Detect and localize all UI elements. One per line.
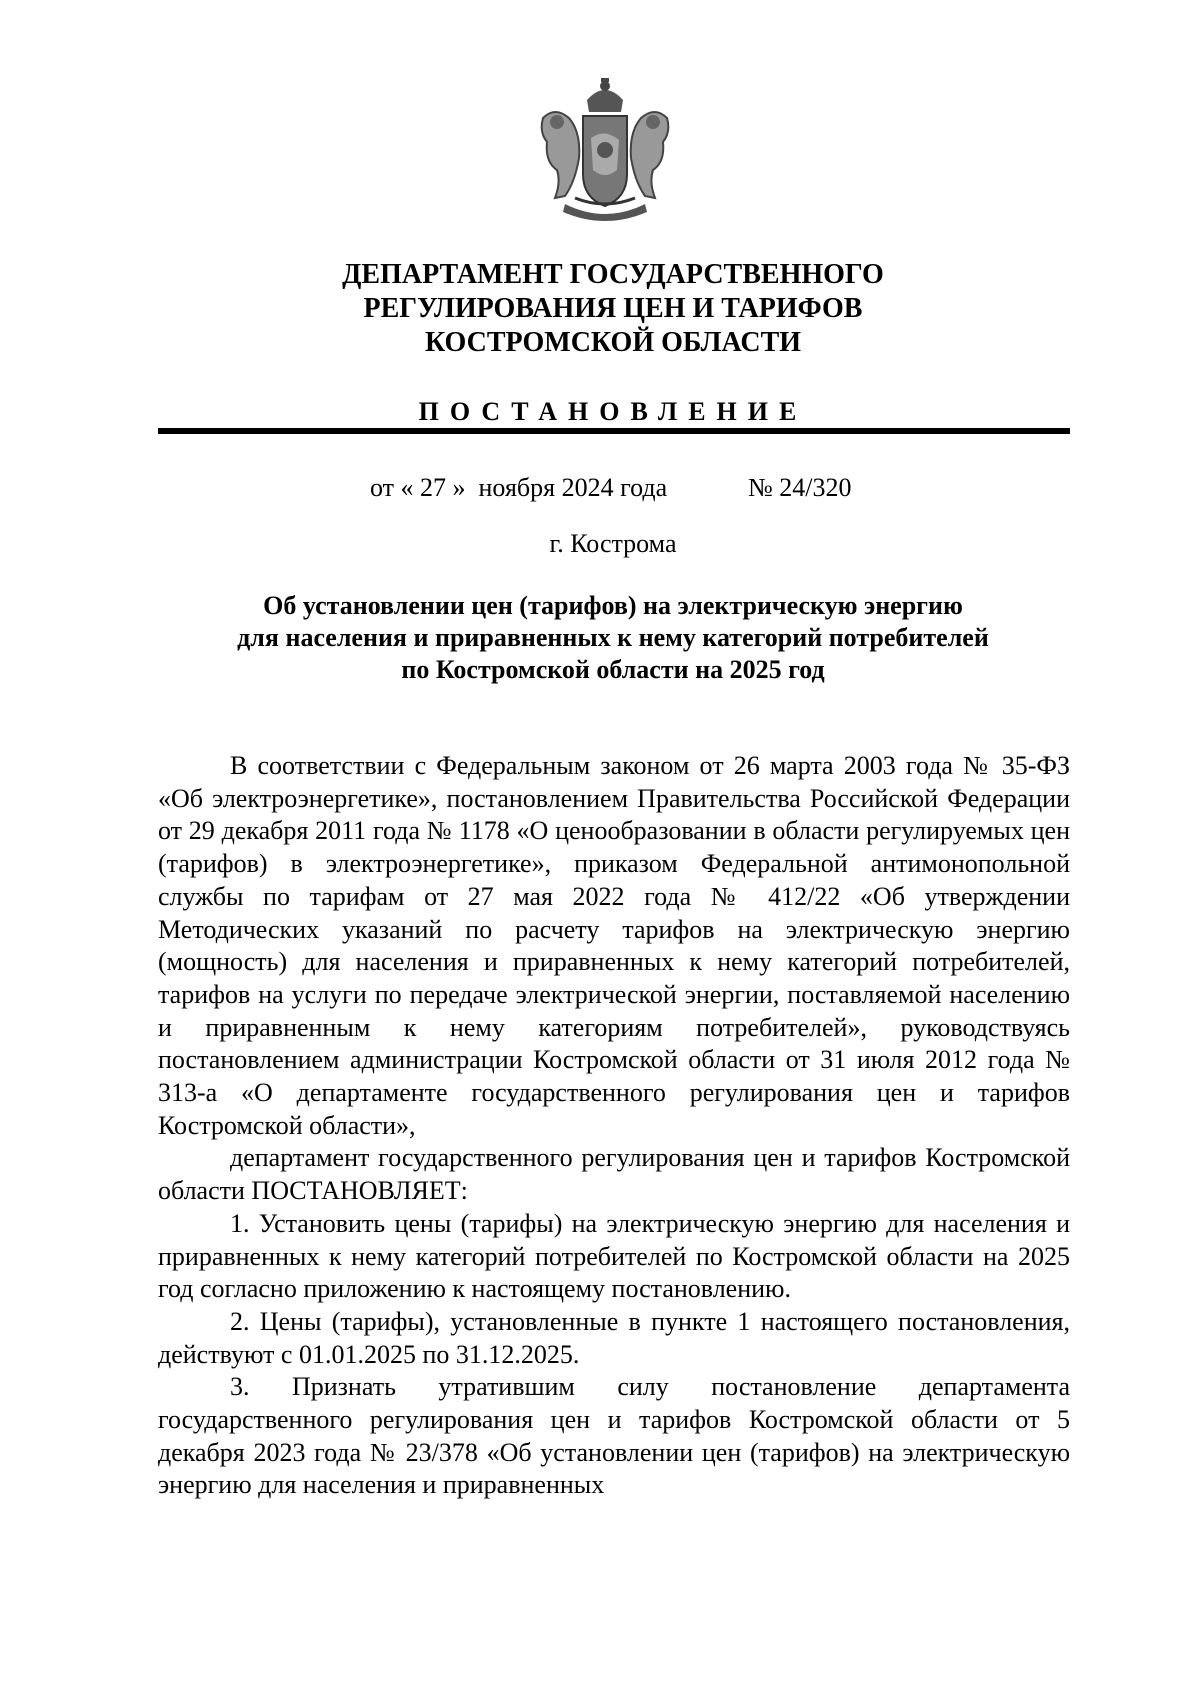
resolves-paragraph: департамент государственного регулирования цен и тарифов Костромской области ПОСТАНОВЛЯЕТ: [158, 1143, 1070, 1206]
organization-name [150, 258, 1076, 360]
item-1-paragraph: 1. Установить цены (тарифы) на электрическую энергию для населения и приравненных к нему категорий потребителей по Костромской области на 2025 год согласно приложению к настоящему постановлению. [158, 1208, 1070, 1304]
item-3-paragraph: 3. Признать утратившим силу постановление департамента государственного регулирования цен и тарифов Костромской области от 5 декабря 2023 года № 23/378 «Об установлении цен (тарифов) на электрическую энергию для населения и приравненных [158, 1372, 1070, 1500]
org-line: ДЕПАРТАМЕНТ ГОСУДАРСТВЕННОГО [342, 259, 884, 290]
title-line: для населения и приравненных к нему категорий потребителей [237, 623, 989, 652]
document-type: ПОСТАНОВЛЕНИЕ [418, 397, 808, 426]
document-number: № 24/320 [748, 473, 852, 502]
org-line: РЕГУЛИРОВАНИЯ ЦЕН И ТАРИФОВ [363, 293, 863, 324]
document-city: г. Кострома [549, 529, 677, 558]
document-body [158, 750, 1070, 1502]
coat-of-arms-kostroma-icon [535, 78, 675, 228]
item-2-paragraph: 2. Цены (тарифы), установленные в пункте 1 настоящего постановления, действуют с 01.01.2025 по 31.12.2025. [158, 1306, 1070, 1369]
document-title [150, 590, 1076, 686]
title-line: по Костромской области на 2025 год [401, 655, 825, 684]
org-line: КОСТРОМСКОЙ ОБЛАСТИ [424, 327, 802, 358]
document-date: от « 27 » ноября 2024 года [370, 473, 668, 502]
title-line: Об установлении цен (тарифов) на электрическую энергию [263, 591, 963, 620]
preamble-paragraph: В соответствии с Федеральным законом от 26 марта 2003 года № 35-ФЗ «Об электроэнергетике», постановлением Правительства Российской Федерации от 29 декабря 2011 года № 1178 «О ценообразовании в области регулируемых цен (тарифов) в электроэнергетике», приказом Федеральной антимонопольной службы по тарифам от 27 мая 2022 года № 412/22 «Об утверждении Методических указаний по расчету тарифов на электрическую энергию (мощность) для населения и приравненных к нему категорий потребителей, тарифов на услуги по передаче электрической энергии, поставляемой населению и приравненным к нему категориям потребителей», руководствуясь постановлением администрации Костромской области от 31 июля 2012 года № 313-а «О департаменте государственного регулирования цен и тарифов Костромской области», [158, 751, 1070, 1140]
header-divider [158, 428, 1070, 434]
